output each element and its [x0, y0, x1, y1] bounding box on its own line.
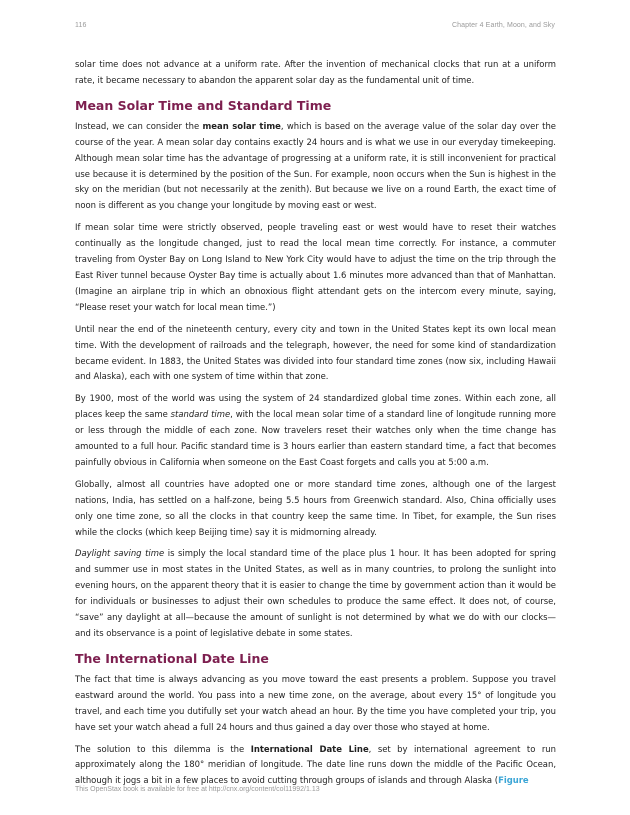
emphasized-term: Daylight saving time: [75, 548, 165, 559]
footer-notice: This OpenStax book is available for free at http://cnx.org/content/col11992/1.13: [75, 786, 320, 793]
paragraph: Globally, almost all countries have adopted one or more standard time zones, although one of the largest nations, India, has settled on a half-zone, being 5.5 hours from Greenwich standard. Also, China officially uses only one time zone, so all the clocks in that country keep the same time. In Tibet, for example, the Sun rises while the clocks (which keep Beijing time) say it is midmorning already.: [75, 478, 556, 537]
paragraph: [75, 119, 556, 214]
section-heading-date-line: The International Date Line: [75, 650, 269, 666]
text: , which is based on the average value of the solar day over the course of the year. A mean solar day contains exactly 24 hours and is what we use in our everyday timekeeping. Although mean solar time has the advantage of progressing at a uniform rate, it is still inconvenient for practical use because it is determined by the position of the Sun. For example, noon occurs when the Sun is highest in the sky on the meridian (but not necessarily at the zenith). But because we live on a round Earth, the exact time of noon is different as you change your longitude by moving east or west.: [75, 120, 556, 211]
figure-link[interactable]: Figure: [498, 775, 529, 786]
text: , with the local mean solar time of a standard line of longitude running more or less through the middle of each zone. Now travelers reset their watches only when the time change has amounted to a full hour. Pacific standard time is 3 hours earlier than eastern standard time, a fact that becomes painfully obvious in California when someone on the East Coast forgets and calls you at 5:00 a.m.: [75, 409, 556, 467]
paragraph: [75, 546, 556, 641]
paragraph: solar time does not advance at a uniform rate. After the invention of mechanical clocks that run at a uniform rate, it became necessary to abandon the apparent solar day as the fundamental unit of time.: [75, 59, 556, 85]
text: By 1900, most of the world was using the system of 24 standardized global time zones. Within each zone, all places keep the same: [75, 393, 556, 420]
page-body: [75, 57, 556, 795]
paragraph: If mean solar time were strictly observed, people traveling east or west would have to reset their watches continually as the longitude changed, just to read the local mean time correctly. For instance, a commuter traveling from Oyster Bay on Long Island to New York City would have to adjust the time on the trip through the East River tunnel because Oyster Bay time is actually about 1.6 minutes more advanced than that of Manhattan. (Imagine an airplane trip in which an obnoxious flight attendant gets on the intercom every minute, saying, “Please reset your watch for local mean time.”): [75, 222, 556, 312]
key-term: International Date Line: [250, 743, 369, 754]
key-term: mean solar time: [202, 120, 281, 131]
paragraph: [75, 742, 556, 790]
paragraph: [75, 391, 556, 471]
section-heading-mean-solar-time: Mean Solar Time and Standard Time: [75, 97, 332, 113]
chapter-header: Chapter 4 Earth, Moon, and Sky: [452, 22, 555, 29]
text: The solution to this dilemma is the: [75, 743, 251, 754]
paragraph: The fact that time is always advancing as you move toward the east presents a problem. Suppose you travel eastward around the world. You pass into a new time zone, on the average, about every 15° of longitude you travel, and each time you dutifully set your watch ahead an hour. By the time you have completed your trip, you have set your watch ahead a full 24 hours and thus gained a day over those who stayed at home.: [75, 673, 556, 732]
text: Instead, we can consider the: [75, 120, 203, 131]
text: , set by international agreement to run approximately along the 180° meridian of longitude. The date line runs down the middle of the Pacific Ocean, although it jogs a bit in a few places to avoid cutting through groups of islands and through Alaska (: [75, 743, 557, 786]
text: is simply the local standard time of the place plus 1 hour. It has been adopted for spring and summer use in most states in the United States, as well as in many countries, to prolong the sunlight into evening hours, on the apparent theory that it is easier to change the time by government action than it would be for individuals or businesses to adjust their own schedules to produce the same effect. It does not, of course, “save” any daylight at all—because the amount of sunlight is not determined by what we do with our clocks—and its observance is a point of legislative debate in some states.: [75, 548, 556, 638]
emphasized-term: standard time: [170, 409, 231, 420]
page-number: 116: [75, 22, 87, 29]
paragraph: Until near the end of the nineteenth century, every city and town in the United States kept its own local mean time. With the development of railroads and the telegraph, however, the need for some kind of standardization became evident. In 1883, the United States was divided into four standard time zones (now six, including Hawaii and Alaska), each with one system of time within that zone.: [75, 323, 556, 382]
